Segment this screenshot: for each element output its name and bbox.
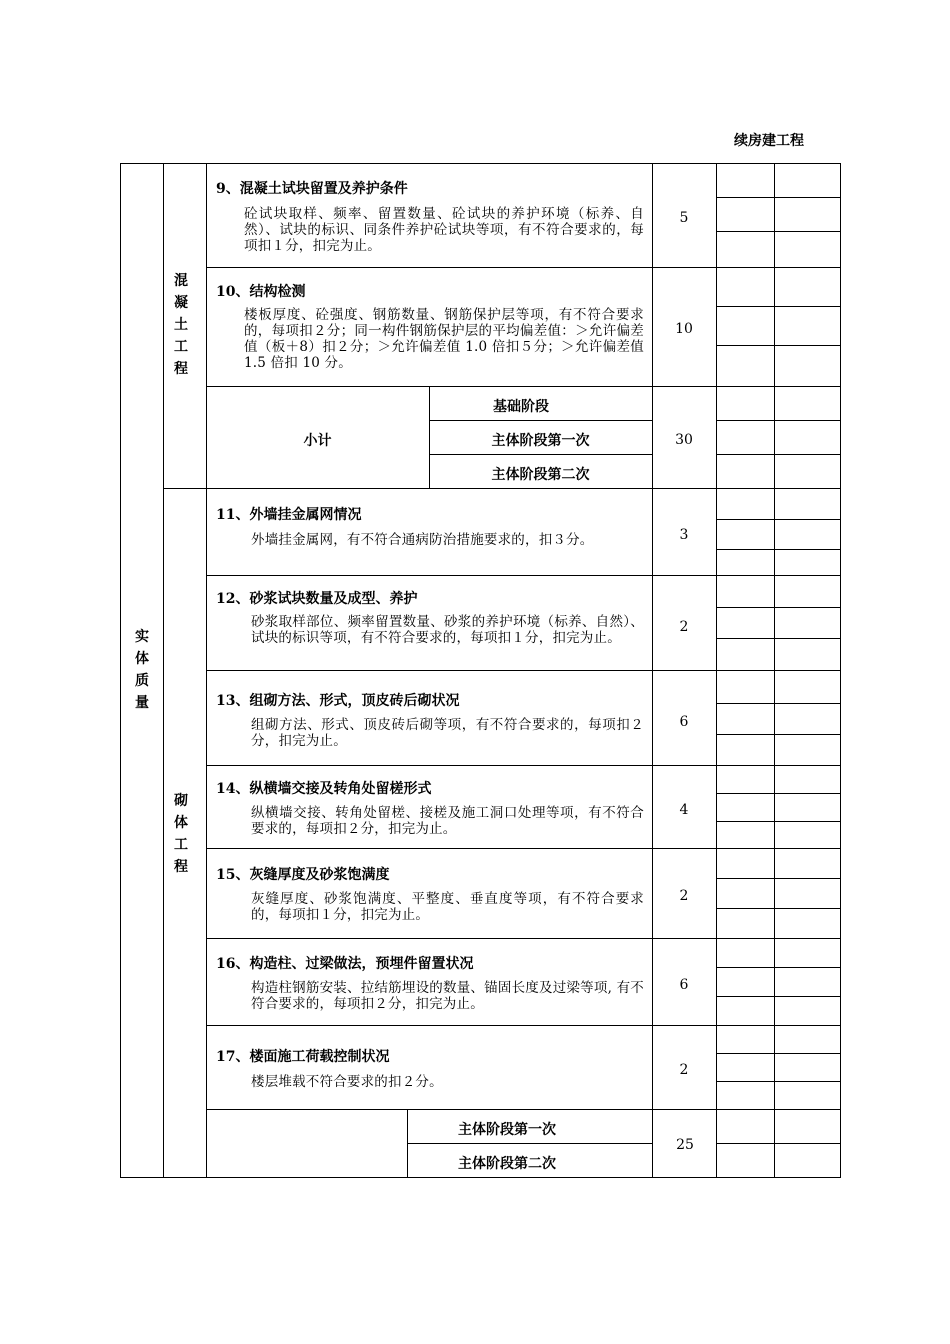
- table-rule: [206, 1025, 716, 1026]
- item-desc: 楼层堆载不符合要求的扣２分。: [251, 1074, 443, 1090]
- table-rule: [206, 765, 716, 766]
- item-title: 13、组砌方法、形式，顶皮砖后砌状况: [216, 693, 460, 709]
- table-rule: [716, 575, 840, 576]
- item-title: 16、构造柱、过梁做法，预埋件留置状况: [216, 956, 474, 972]
- stage-label: 基础阶段: [493, 399, 549, 415]
- table-rule: [716, 519, 840, 520]
- category-label: 实体质量: [135, 629, 149, 711]
- table-rule: [716, 638, 840, 639]
- stage-label: 主体阶段第二次: [491, 467, 590, 483]
- subtotal-label: 小计: [303, 433, 332, 449]
- table-rule: [716, 420, 840, 421]
- table-rule: [716, 197, 840, 198]
- item-title: 14、纵横墙交接及转角处留槎形式: [216, 781, 432, 797]
- table-rule: [716, 908, 840, 909]
- header-note: 续房建工程: [734, 133, 804, 149]
- table-rule: [716, 734, 840, 735]
- table-rule: [206, 848, 716, 849]
- item-title: 9、混凝土试块留置及养护条件: [216, 181, 408, 197]
- table-rule: [206, 386, 716, 387]
- item-desc: 外墙挂金属网，有不符合通病防治措施要求的，扣３分。: [251, 532, 594, 548]
- item-desc: 灰缝厚度、砂浆饱满度、平整度、垂直度等项，有不符合要求的，每项扣１分，扣完为止。: [251, 891, 644, 923]
- table-rule: [716, 1143, 840, 1144]
- item-desc: 纵横墙交接、转角处留槎、接槎及施工洞口处理等项，有不符合要求的，每项扣２分，扣完为止。: [251, 805, 644, 837]
- item-desc: 组砌方法、形式、顶皮砖后砌等项，有不符合要求的，每项扣２分，扣完为止。: [251, 717, 644, 749]
- item-desc: 砂浆取样部位、频率留置数量、砂浆的养护环境（标养、自然）、试块的标识等项，有不符合要求的，每项扣１分，扣完为止。: [251, 614, 644, 646]
- item-desc: 构造柱钢筋安装、拉结筋埋设的数量、锚固长度及过梁等项, 有不符合要求的，每项扣２分，扣完为止。: [251, 980, 644, 1012]
- table-rule: [120, 163, 841, 164]
- table-rule: [206, 575, 716, 576]
- item-score: 2: [679, 1062, 689, 1078]
- table-rule: [206, 267, 716, 268]
- item-desc: 砼试块取样、频率、留置数量、砼试块的养护环境（标养、自然）、试块的标识、同条件养护砼试块等项，有不符合要求的，每项扣１分，扣完为止。: [244, 206, 644, 254]
- table-rule: [206, 670, 716, 671]
- item-score: 5: [679, 210, 689, 226]
- table-rule: [716, 306, 840, 307]
- table-rule: [206, 1109, 716, 1110]
- table-rule: [716, 607, 840, 608]
- section-label-masonry: 砌体工程: [174, 793, 188, 875]
- table-rule: [716, 1081, 840, 1082]
- table-rule: [716, 821, 840, 822]
- table-rule: [716, 1109, 840, 1110]
- stage-label: 主体阶段第一次: [491, 433, 590, 449]
- item-score: 3: [679, 527, 689, 543]
- table-rule: [163, 163, 164, 1178]
- item-title: 12、砂浆试块数量及成型、养护: [216, 591, 418, 607]
- item-score: 2: [679, 888, 689, 904]
- stage-label: 主体阶段第一次: [458, 1122, 556, 1138]
- table-rule: [716, 703, 840, 704]
- table-rule: [120, 1177, 841, 1178]
- table-rule: [840, 163, 841, 1178]
- table-rule: [716, 996, 840, 997]
- item-score: 6: [679, 714, 689, 730]
- table-rule: [716, 765, 840, 766]
- section-label-concrete: 混凝土工程: [174, 273, 188, 377]
- table-rule: [716, 386, 840, 387]
- stage-label: 主体阶段第二次: [458, 1156, 556, 1172]
- table-rule: [429, 420, 652, 421]
- table-rule: [429, 454, 652, 455]
- table-rule: [716, 848, 840, 849]
- table-rule: [716, 231, 840, 232]
- item-score: 6: [679, 977, 689, 993]
- table-rule: [716, 345, 840, 346]
- table-rule: [716, 454, 840, 455]
- item-title: 15、灰缝厚度及砂浆饱满度: [216, 867, 390, 883]
- table-rule: [716, 1025, 840, 1026]
- table-rule: [716, 878, 840, 879]
- table-rule: [716, 267, 840, 268]
- table-rule: [716, 967, 840, 968]
- table-rule: [163, 488, 841, 489]
- table-rule: [206, 938, 716, 939]
- item-score: 10: [675, 321, 693, 337]
- table-rule: [716, 1053, 840, 1054]
- table-rule: [716, 670, 840, 671]
- item-title: 17、楼面施工荷载控制状况: [216, 1049, 390, 1065]
- table-rule: [407, 1143, 652, 1144]
- subtotal-score: 25: [676, 1137, 694, 1153]
- table-rule: [716, 938, 840, 939]
- table-rule: [716, 793, 840, 794]
- item-desc: 楼板厚度、砼强度、钢筋数量、钢筋保护层等项，有不符合要求的，每项扣２分；同一构件钢筋保护层的平均偏差值：＞允许偏差值（板＋8）扣２分；＞允许偏差值 1.0 倍扣５分；＞允许偏差值 1.5 倍扣 10 分。: [244, 307, 644, 371]
- table-rule: [716, 549, 840, 550]
- item-score: 2: [679, 619, 689, 635]
- subtotal-score: 30: [675, 432, 693, 448]
- item-title: 10、结构检测: [216, 284, 306, 300]
- item-score: 4: [679, 802, 689, 818]
- table-rule: [120, 163, 121, 1178]
- item-title: 11、外墙挂金属网情况: [216, 507, 362, 523]
